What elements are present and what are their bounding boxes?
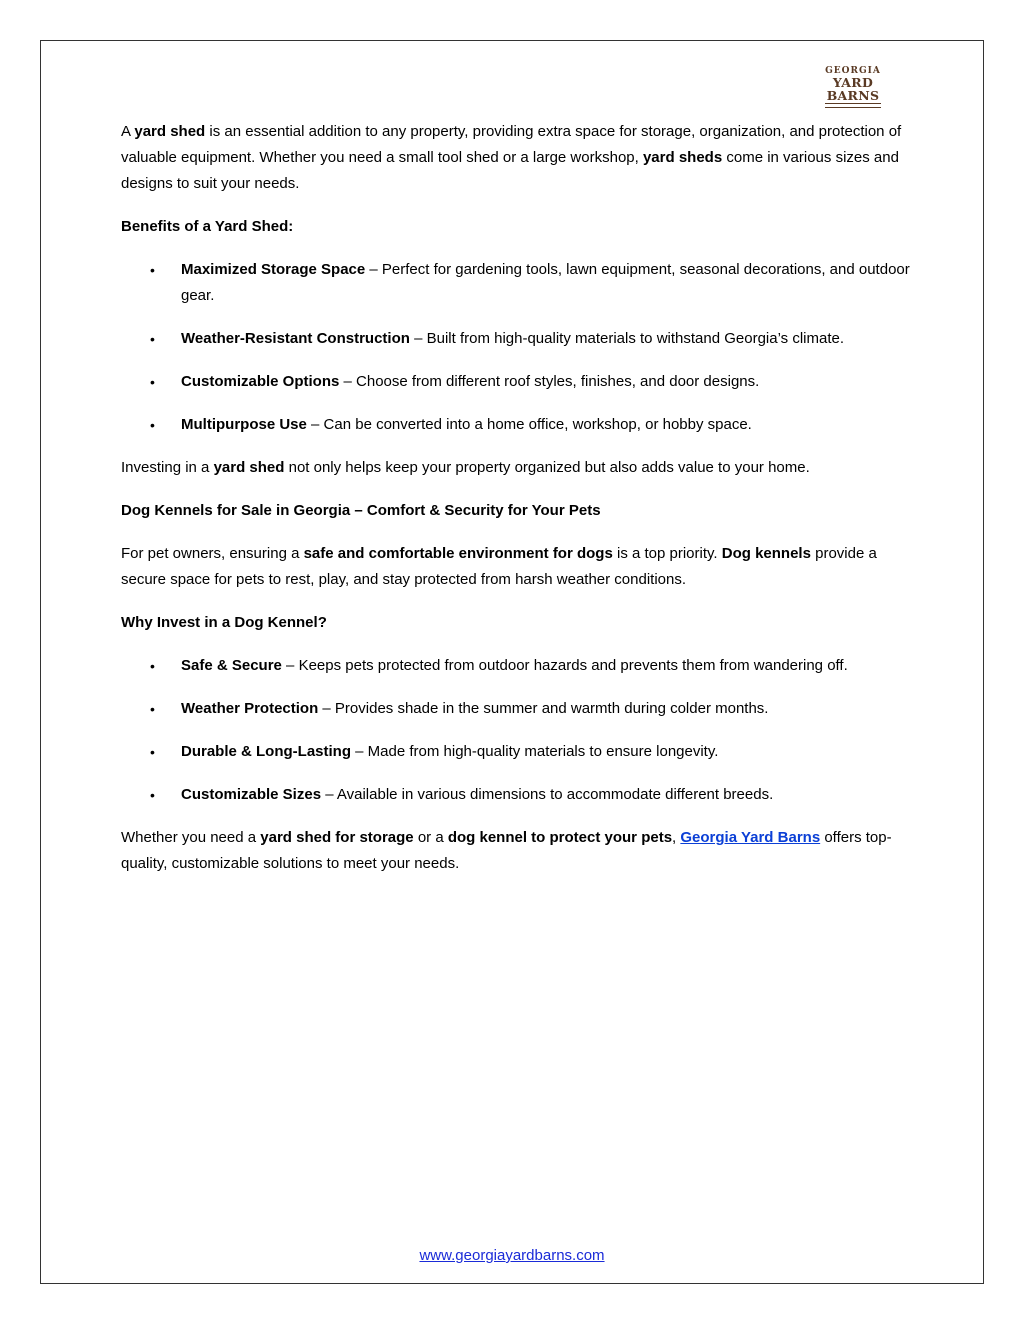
bullet-icon: • xyxy=(150,262,155,278)
text: For pet owners, ensuring a xyxy=(121,545,304,562)
pet-owners-paragraph xyxy=(121,541,911,593)
text: not only helps keep your property organized but also adds value to your home. xyxy=(284,459,810,476)
text: or a xyxy=(413,829,448,846)
investing-paragraph xyxy=(121,455,911,481)
item-text: – Choose from different roof styles, finishes, and door designs. xyxy=(339,373,760,390)
item-text: – Keeps pets protected from outdoor hazards and prevents them from wandering off. xyxy=(281,657,848,674)
bullet-icon: • xyxy=(150,787,155,803)
list-item xyxy=(121,696,911,722)
bold-text: yard shed xyxy=(134,123,206,140)
item-title: Customizable Sizes xyxy=(181,786,322,803)
list-item xyxy=(121,782,911,808)
list-item xyxy=(121,369,911,395)
item-title: Weather Protection xyxy=(181,700,319,717)
list-item xyxy=(121,412,911,438)
bullet-icon: • xyxy=(150,701,155,717)
bullet-icon: • xyxy=(150,658,155,674)
item-title: Maximized Storage Space xyxy=(181,261,366,278)
text: , xyxy=(672,829,681,846)
georgia-yard-barns-logo xyxy=(816,66,890,102)
text: is a top priority. xyxy=(612,545,722,562)
bullet-icon: • xyxy=(150,417,155,433)
bullet-icon: • xyxy=(150,744,155,760)
list-item xyxy=(121,653,911,679)
why-kennel-heading: Why Invest in a Dog Kennel? xyxy=(121,614,327,631)
item-text: – Perfect for gardening tools, lawn equipment, seasonal decorations, and outdoor gear. xyxy=(181,261,910,304)
item-title: Multipurpose Use xyxy=(181,416,307,433)
text: is an essential addition to any property, providing extra space for storage, organization, and protection of valuable equipment. Whether you need a small tool shed or a large workshop, xyxy=(121,123,902,166)
bold-text: Dog kennels xyxy=(721,545,811,562)
why-kennel-list xyxy=(121,653,911,808)
item-text: – Made from high-quality materials to ensure longevity. xyxy=(351,743,719,760)
text: offers top-quality, customizable solutions to meet your needs. xyxy=(121,829,892,872)
list-item xyxy=(121,326,911,352)
bold-text: yard shed for storage xyxy=(260,829,414,846)
georgia-yard-barns-link[interactable]: Georgia Yard Barns xyxy=(680,829,821,846)
item-text: – Built from high-quality materials to withstand Georgia’s climate. xyxy=(409,330,844,347)
intro-paragraph xyxy=(121,119,911,197)
bold-text: yard sheds xyxy=(642,149,723,166)
item-title: Customizable Options xyxy=(181,373,340,390)
benefits-list xyxy=(121,257,911,438)
list-item xyxy=(121,257,911,309)
text: Investing in a xyxy=(121,459,214,476)
closing-paragraph xyxy=(121,825,911,877)
text: Whether you need a xyxy=(121,829,261,846)
logo-rule xyxy=(825,103,881,108)
item-title: Safe & Secure xyxy=(181,657,282,674)
kennels-heading: Dog Kennels for Sale in Georgia – Comfort & Security for Your Pets xyxy=(121,502,601,519)
text: provide a secure space for pets to rest, play, and stay protected from harsh weather conditions. xyxy=(121,545,877,588)
item-text: – Provides shade in the summer and warmth during colder months. xyxy=(318,700,769,717)
bold-text: dog kennel to protect your pets xyxy=(447,829,673,846)
benefits-heading: Benefits of a Yard Shed: xyxy=(121,218,294,235)
list-item xyxy=(121,739,911,765)
logo-line-1: GEORGIA xyxy=(825,66,881,76)
website-link[interactable]: www.georgiayardbarns.com xyxy=(419,1247,605,1264)
footer xyxy=(0,1247,1024,1264)
document-body xyxy=(121,119,911,894)
text: come in various sizes and designs to suit your needs. xyxy=(121,149,899,192)
bold-text: yard shed xyxy=(213,459,285,476)
bullet-icon: • xyxy=(150,331,155,347)
text: A xyxy=(121,123,135,140)
bold-text: safe and comfortable environment for dogs xyxy=(303,545,613,562)
logo-line-2: YARD BARNS xyxy=(826,75,880,103)
item-text: – Can be converted into a home office, workshop, or hobby space. xyxy=(306,416,752,433)
item-title: Durable & Long-Lasting xyxy=(181,743,351,760)
bullet-icon: • xyxy=(150,374,155,390)
item-title: Weather-Resistant Construction xyxy=(181,330,410,347)
item-text: – Available in various dimensions to accommodate different breeds. xyxy=(321,786,774,803)
